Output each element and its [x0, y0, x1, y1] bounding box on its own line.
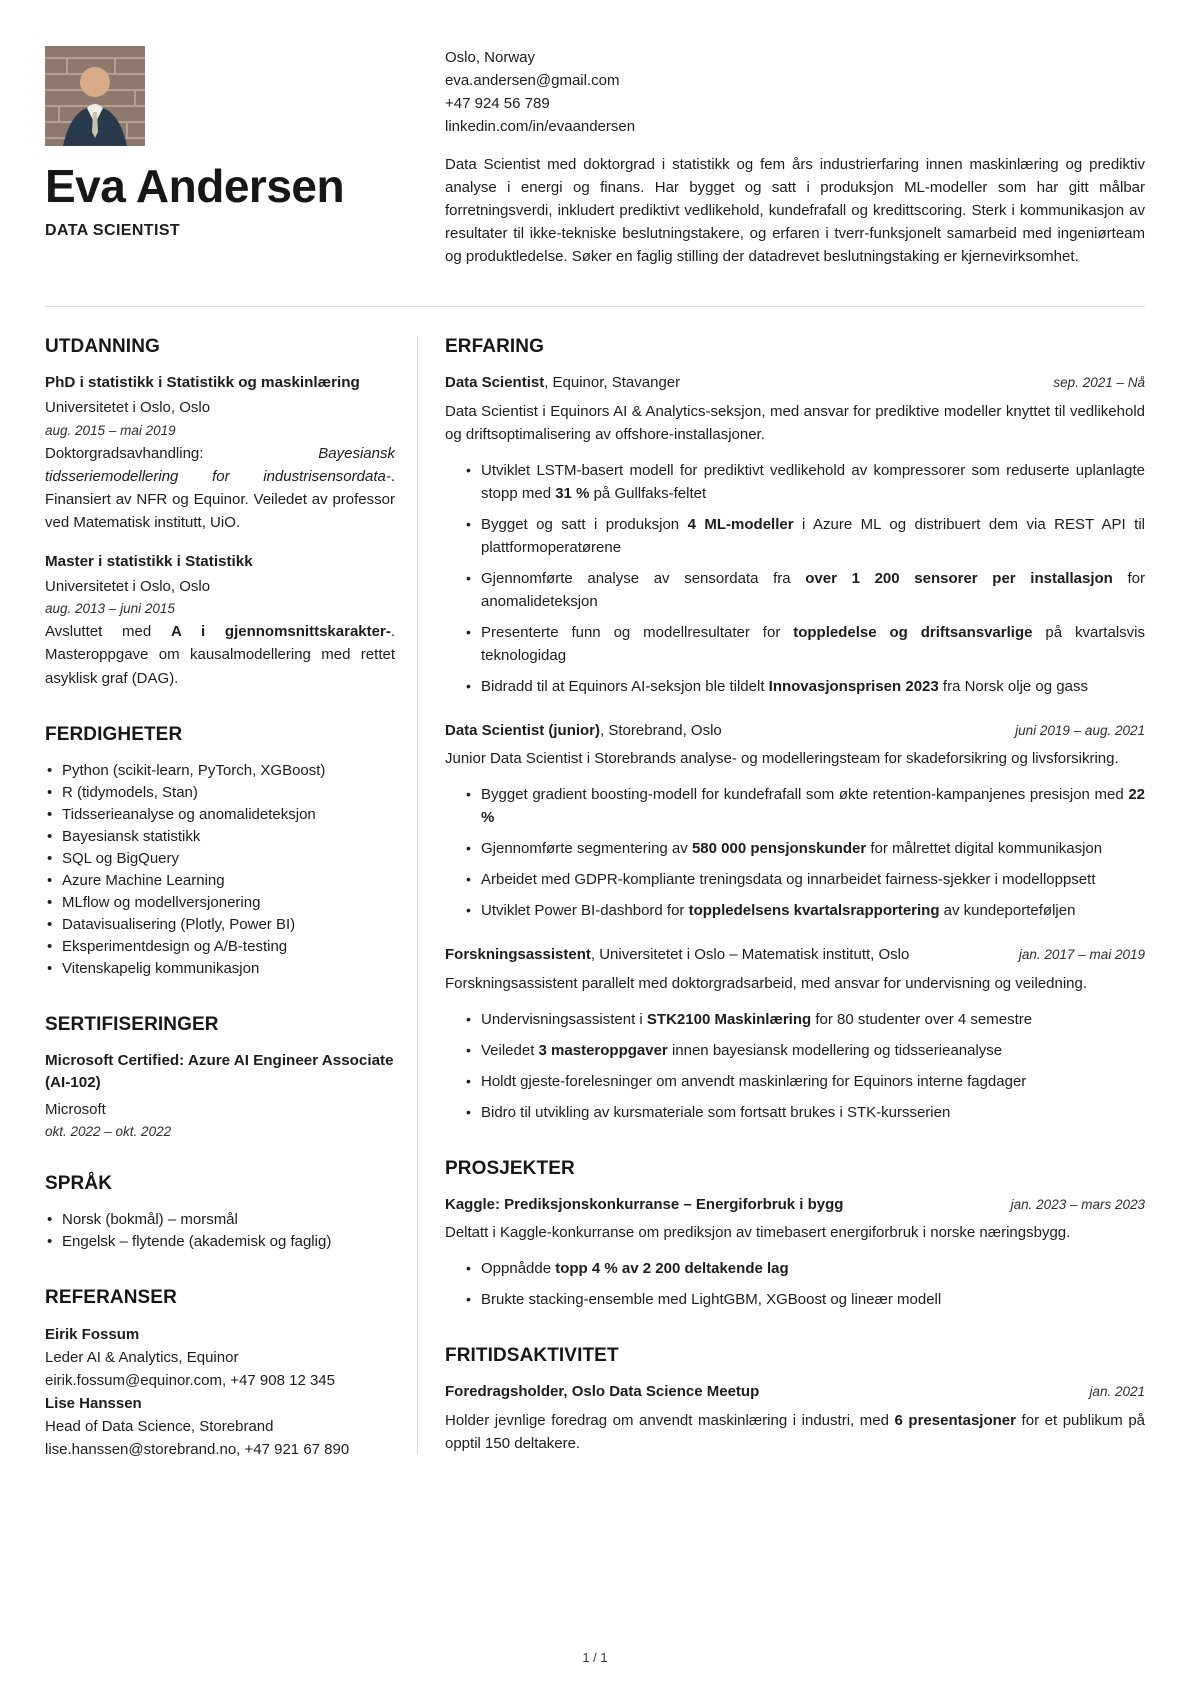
skill-item: • Azure Machine Learning	[45, 870, 395, 892]
section-references	[45, 1287, 395, 1461]
job-title: Forskningsassistent	[445, 946, 591, 963]
experience-entry-header	[445, 720, 1145, 743]
reference-contact: eirik.fossum@equinor.com, +47 908 12 345	[45, 1372, 335, 1390]
hobby-dates: jan. 2021	[1089, 1384, 1145, 1399]
skill-item: • R (tidymodels, Stan)	[45, 782, 395, 804]
hobby-description: Holder jevnlige foredrag om anvendt maskinlæring i industri, med 6 presentasjoner for et publikum på opptil 150 deltakere.	[445, 1411, 1145, 1452]
education-item	[45, 551, 395, 690]
job-bullet: • Bygget og satt i produksjon 4 ML-modeller i Azure ML og distribuert dem via REST API til plattformoperatørene	[466, 513, 1145, 559]
job-bullet: • Bidradd til at Equinors AI-seksjon ble tildelt Innovasjonsprisen 2023 fra Norsk olje og gass	[466, 675, 1145, 698]
experience-entry	[445, 372, 1145, 698]
job-bullet: • Gjennomførte analyse av sensordata fra over 1 200 sensorer per installasjon for anomalideteksjon	[466, 567, 1145, 613]
section-skills	[45, 724, 395, 980]
project-entry-header	[445, 1194, 1145, 1217]
header-divider	[45, 306, 1145, 307]
job-bullet: • Presenterte funn og modellresultater for toppledelse og driftsansvarlige på kvartalsvis teknologidag	[466, 621, 1145, 667]
section-languages	[45, 1173, 395, 1253]
profile-photo-placeholder	[45, 46, 145, 146]
profile-photo	[45, 46, 145, 146]
project-title-line	[445, 1194, 843, 1217]
education-school: Universitetet i Oslo, Oslo	[45, 577, 211, 595]
certification-name: Microsoft Certified: Azure AI Engineer Associate (AI-102)	[45, 1051, 394, 1091]
job-dates: juni 2019 – aug. 2021	[1015, 722, 1145, 738]
section-title: ERFARING	[445, 336, 544, 357]
job-bullet-list	[466, 783, 1145, 922]
contact-block	[445, 46, 1145, 138]
experience-entry-header	[445, 944, 1145, 967]
reference-role: Leder AI & Analytics, Equinor	[45, 1349, 239, 1367]
education-dates: aug. 2013 – juni 2015	[45, 601, 175, 617]
job-bullet: • Utviklet LSTM-basert modell for prediktivt vedlikehold av kompressorer som reduserte uplanlagte stopp med 31 % på Gullfaks-feltet	[466, 459, 1145, 505]
education-degree: PhD i statistikk i Statistikk og maskinlæring	[45, 374, 360, 391]
contact-line: eva.andersen@gmail.com	[445, 72, 620, 89]
contact-line: Oslo, Norway	[445, 49, 536, 66]
page-footer	[45, 1621, 1145, 1683]
skill-item: • Eksperimentdesign og A/B-testing	[45, 936, 395, 958]
skills-list	[45, 760, 395, 980]
person-name: Eva Andersen	[45, 160, 345, 212]
page-number: 1 / 1	[582, 1650, 608, 1665]
language-item: • Engelsk – flytende (akademisk og faglig)	[45, 1231, 395, 1253]
education-degree: Master i statistikk i Statistikk	[45, 552, 253, 570]
hobby-name-text: Foredragsholder, Oslo Data Science Meetup	[445, 1383, 760, 1400]
header-right	[445, 46, 1145, 268]
experience-title-line	[445, 372, 680, 395]
hobby-entry	[445, 1381, 1145, 1455]
job-description: Forskningsassistent parallelt med doktorgradsarbeid, med ansvar for undervisning og veiledning.	[445, 974, 1088, 992]
job-description: Junior Data Scientist i Storebrands analyse- og modelleringsteam for skadeforsikring og livsforsikring.	[445, 750, 1119, 767]
project-bullet: • Oppnådde topp 4 % av 2 200 deltakende lag	[466, 1257, 1145, 1280]
reference-item	[45, 1323, 395, 1392]
job-bullet: • Arbeidet med GDPR-kompliante treningsdata og innarbeidet fairness-sjekker i modelloppsett	[466, 868, 1145, 891]
job-bullet: • Bidro til utvikling av kursmateriale som fortsatt brukes i STK-kursserien	[466, 1101, 1145, 1124]
section-title: FERDIGHETER	[45, 723, 183, 745]
section-title: SERTIFISERINGER	[45, 1013, 219, 1035]
skill-item: • MLflow og modellversjonering	[45, 892, 395, 914]
certification-issuer: Microsoft	[45, 1100, 106, 1118]
experience-entry	[445, 944, 1145, 1124]
language-item: • Norsk (bokmål) – morsmål	[45, 1209, 395, 1231]
section-title: FRITIDSAKTIVITET	[445, 1345, 619, 1366]
job-bullet: • Holdt gjeste-forelesninger om anvendt maskinlæring for Equinors interne fagdager	[466, 1070, 1145, 1093]
person-role: DATA SCIENTIST	[45, 222, 181, 240]
experience-entry	[445, 720, 1145, 923]
job-description: Data Scientist i Equinors AI & Analytics-seksjon, med ansvar for prediktive modeller knyttet til vedlikehold og driftsoptimalisering av offshore-installasjoner.	[445, 402, 1145, 443]
job-bullet-list	[466, 1008, 1145, 1124]
header-left	[45, 46, 395, 268]
reference-name: Eirik Fossum	[45, 1326, 140, 1344]
header	[45, 46, 1145, 268]
section-projects	[445, 1158, 1145, 1312]
languages-list	[45, 1209, 395, 1253]
section-title: REFERANSER	[45, 1287, 177, 1309]
job-bullet: • Utviklet Power BI-dashbord for toppledelsens kvartalsrapportering av kundeporteføljen	[466, 899, 1145, 922]
experience-entry-header	[445, 372, 1145, 395]
education-dates: aug. 2015 – mai 2019	[45, 422, 176, 438]
job-dates: sep. 2021 – Nå	[1053, 375, 1145, 390]
skill-item: • Python (scikit-learn, PyTorch, XGBoost)	[45, 760, 395, 782]
contact-line: linkedin.com/in/evaandersen	[445, 118, 636, 135]
job-bullet: • Gjennomførte segmentering av 580 000 pensjonskunder for målrettet digital kommunikasjon	[466, 837, 1145, 860]
section-education	[45, 336, 395, 690]
education-description: Doktorgradsavhandling: Bayesiansk tidsseriemodellering for industrisensordata-. Finansiert av NFR og Equinor. Veiledet av professor ved Matematisk institutt, UiO.	[45, 444, 395, 532]
experience-title-line	[445, 944, 909, 967]
job-company-location: , Storebrand, Oslo	[600, 721, 722, 739]
skill-item: • Tidsserieanalyse og anomalideteksjon	[45, 804, 395, 826]
education-description: Avsluttet med A i gjennomsnittskarakter-. Masteroppgave om kausalmodellering med rettet asyklisk graf (DAG).	[45, 623, 395, 687]
right-column	[417, 336, 1145, 1455]
education-item	[45, 372, 395, 535]
hobby-name	[445, 1381, 759, 1404]
profile-summary: Data Scientist med doktorgrad i statistikk og fem års industrierfaring innen maskinlæring og prediktiv analyse i energi og finans. Har bygget og satt i produksjon ML-modeller som har gitt målbar forretningsverdi, inkludert prediktivt vedlikehold, kundefrafall og kredittscoring. Sterk i kommunikasjon av resultater til ikke-tekniske beslutningstakere, og erfaren i tverr-funksjonelt samarbeid med ingeniørteam og produktledelse. Søker en faglig stilling der datadrevet beslutningstaking er kjernevirksomhet.	[445, 156, 1145, 265]
section-hobbies	[445, 1345, 1145, 1455]
section-certifications	[45, 1014, 395, 1140]
job-bullet: • Undervisningsassistent i STK2100 Maskinlæring for 80 studenter over 4 semestre	[466, 1008, 1145, 1031]
skill-item: • SQL og BigQuery	[45, 848, 395, 870]
job-title: Data Scientist (junior)	[445, 721, 601, 739]
reference-contact: lise.hanssen@storebrand.no, +47 921 67 890	[45, 1441, 350, 1459]
job-title: Data Scientist	[445, 374, 545, 391]
education-school: Universitetet i Oslo, Oslo	[45, 399, 211, 417]
hobby-entry-header	[445, 1381, 1145, 1404]
job-company-location: , Equinor, Stavanger	[544, 374, 681, 391]
section-title: PROSJEKTER	[445, 1157, 575, 1179]
job-bullet: • Veiledet 3 masteroppgaver innen bayesiansk modellering og tidsserieanalyse	[466, 1039, 1145, 1062]
body	[45, 336, 1145, 1621]
project-description: Deltatt i Kaggle-konkurranse om prediksjon av timebasert energiforbruk i norske næringsbygg.	[445, 1224, 1071, 1241]
section-title: SPRÅK	[45, 1173, 113, 1195]
job-dates: jan. 2017 – mai 2019	[1018, 947, 1145, 962]
skill-item: • Bayesiansk statistikk	[45, 826, 395, 848]
reference-name: Lise Hanssen	[45, 1395, 142, 1413]
reference-role: Head of Data Science, Storebrand	[45, 1418, 274, 1436]
project-entry	[445, 1194, 1145, 1312]
project-name: Kaggle: Prediksjonskonkurranse – Energiforbruk i bygg	[445, 1195, 844, 1213]
skill-item: • Datavisualisering (Plotly, Power BI)	[45, 914, 395, 936]
job-bullet: • Bygget gradient boosting-modell for kundefrafall som økte retention-kampanjenes presisjon med 22 %	[466, 783, 1145, 829]
project-dates: jan. 2023 – mars 2023	[1010, 1196, 1145, 1212]
skill-item: • Vitenskapelig kommunikasjon	[45, 958, 395, 980]
contact-line: +47 924 56 789	[445, 95, 550, 112]
job-company-location: , Universitetet i Oslo – Matematisk institutt, Oslo	[590, 946, 910, 963]
project-bullet-list	[466, 1257, 1145, 1311]
section-title: UTDANNING	[45, 336, 160, 357]
reference-item	[45, 1392, 395, 1461]
certification-dates: okt. 2022 – okt. 2022	[45, 1124, 172, 1140]
section-experience	[445, 336, 1145, 1124]
certification-item	[45, 1050, 395, 1140]
job-bullet-list	[466, 459, 1145, 698]
project-bullet: • Brukte stacking-ensemble med LightGBM, XGBoost og lineær modell	[466, 1288, 1145, 1311]
experience-title-line	[445, 720, 722, 743]
left-column	[45, 336, 395, 1461]
